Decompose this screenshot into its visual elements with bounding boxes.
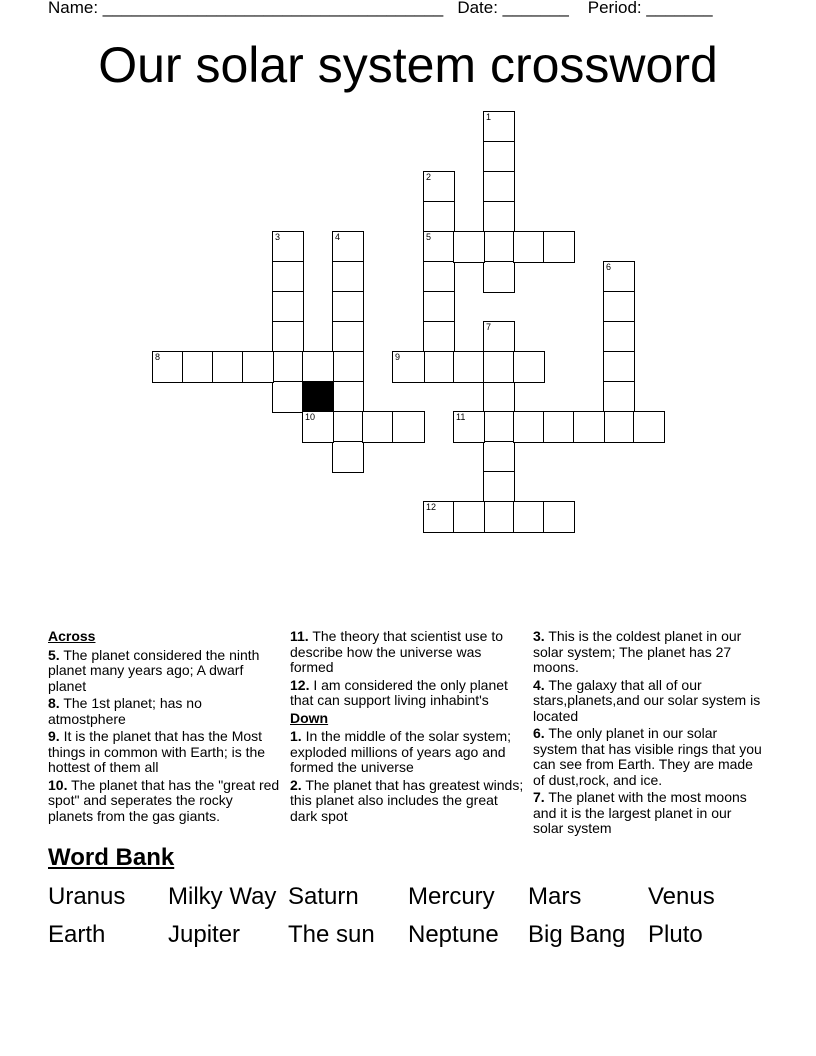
clue-across-5: 5. The planet considered the ninth planet many years ago; A dwarf planet [48, 646, 260, 694]
word-bank-word: Jupiter [168, 921, 241, 948]
crossword-cell[interactable] [423, 291, 455, 323]
crossword-cell[interactable] [272, 321, 304, 353]
word-bank-word: Uranus [48, 883, 126, 910]
clue-down-7: 7. The planet with the most moons and it is the largest planet in our solar system [533, 789, 747, 836]
crossword-cell[interactable] [483, 231, 515, 263]
crossword-cell[interactable] [603, 291, 635, 323]
word-bank-word: The sun [288, 921, 375, 948]
word-bank-word: Mars [528, 883, 582, 910]
clue-across-10: 10. The planet that has the "great red spot" and seperates the rocky planets from the gas giants. [48, 776, 280, 824]
crossword-cell[interactable] [483, 321, 515, 353]
word-bank-title: Word Bank [48, 844, 175, 871]
clues-column-3 [533, 629, 765, 839]
crossword-cell[interactable] [543, 501, 575, 533]
crossword-cell[interactable] [272, 351, 304, 383]
crossword-cell[interactable] [483, 441, 515, 473]
crossword-cell[interactable] [603, 351, 635, 383]
clue-number: 8 [155, 352, 161, 362]
crossword-cell[interactable] [272, 291, 304, 323]
clue-number: 12 [426, 502, 437, 512]
down-heading: Down [290, 709, 329, 726]
clue-number: 11 [456, 412, 466, 422]
crossword-cell[interactable] [272, 231, 304, 263]
crossword-cell[interactable] [392, 411, 425, 443]
clue-across-12: 12. I am considered the only planet that can support living inhabint's [290, 676, 508, 708]
crossword-cell[interactable] [483, 201, 515, 233]
crossword-cell[interactable] [513, 501, 545, 533]
crossword-cell[interactable] [302, 351, 334, 383]
crossword-cell[interactable] [362, 411, 394, 443]
blocked-cell [302, 381, 334, 413]
crossword-cell[interactable] [332, 441, 364, 473]
clue-number: 10 [305, 412, 316, 422]
crossword-cell[interactable] [423, 201, 455, 233]
crossword-cell[interactable] [603, 321, 635, 353]
crossword-cell[interactable] [603, 261, 635, 293]
word-bank-word: Mercury [408, 883, 495, 910]
clue-number: 9 [395, 352, 401, 362]
clue-number: 3 [275, 232, 281, 242]
crossword-cell[interactable] [483, 141, 515, 173]
crossword-cell[interactable] [603, 411, 635, 443]
crossword-cell[interactable] [302, 411, 334, 443]
crossword-cell[interactable] [332, 231, 364, 263]
crossword-cell[interactable] [423, 321, 455, 353]
word-bank-word: Neptune [408, 921, 499, 948]
clue-across-8: 8. The 1st planet; has no atmostphere [48, 695, 202, 727]
across-heading: Across [48, 628, 96, 644]
crossword-cell[interactable] [483, 261, 515, 293]
crossword-cell[interactable] [543, 231, 575, 263]
crossword-cell[interactable] [483, 471, 515, 503]
clue-number: 7 [486, 322, 492, 332]
crossword-cell[interactable] [483, 411, 515, 443]
crossword-cell[interactable] [332, 321, 364, 353]
word-bank-word: Milky Way [168, 883, 277, 910]
crossword-cell[interactable] [453, 411, 485, 443]
crossword-cell[interactable] [423, 171, 455, 203]
crossword-cell[interactable] [392, 351, 425, 383]
word-bank-word: Pluto [648, 921, 703, 948]
crossword-cell[interactable] [453, 231, 485, 263]
crossword-cell[interactable] [603, 381, 635, 413]
crossword-cell[interactable] [483, 501, 515, 533]
crossword-cell[interactable] [423, 231, 455, 263]
crossword-cell[interactable] [513, 231, 545, 263]
crossword-cell[interactable] [633, 411, 665, 443]
clue-down-2: 2. The planet that has greatest winds; this planet also includes the great dark spot [290, 776, 524, 824]
crossword-cell[interactable] [483, 111, 515, 143]
clue-number: 1 [486, 112, 492, 122]
student-info-line: Name: ____________________________________ Date: _______ Period: _______ [48, 0, 713, 17]
crossword-cell[interactable] [242, 351, 274, 383]
crossword-cell[interactable] [332, 351, 364, 383]
clue-across-9: 9. It is the planet that has the Most things in common with Earth; is the hottest of them all [48, 728, 266, 775]
clues-column-2 [290, 629, 524, 826]
crossword-cell[interactable] [152, 351, 184, 383]
crossword-cell[interactable] [332, 291, 364, 323]
clue-across-11: 11. The theory that scientist use to describe how the universe was formed [290, 628, 503, 675]
word-bank-word: Big Bang [528, 921, 626, 948]
crossword-cell[interactable] [423, 501, 455, 533]
crossword-cell[interactable] [483, 171, 515, 203]
crossword-cell[interactable] [483, 381, 515, 413]
clue-number: 4 [335, 232, 341, 242]
clue-number: 6 [606, 262, 612, 272]
crossword-cell[interactable] [272, 381, 304, 413]
crossword-cell[interactable] [453, 501, 485, 533]
word-bank-word: Saturn [288, 883, 359, 910]
word-bank-word: Earth [48, 921, 106, 948]
crossword-cell[interactable] [483, 351, 515, 383]
crossword-cell[interactable] [513, 351, 545, 383]
clue-down-1: 1. In the middle of the solar system; exploded millions of years ago and formed the universe [290, 728, 512, 775]
clue-down-4: 4. The galaxy that all of our stars,planets,and our solar system is located [533, 676, 761, 724]
crossword-cell[interactable] [332, 261, 364, 293]
crossword-cell[interactable] [212, 351, 244, 383]
crossword-cell[interactable] [513, 411, 545, 443]
crossword-cell[interactable] [453, 351, 485, 383]
crossword-cell[interactable] [272, 261, 304, 293]
clues-column-1 [48, 629, 280, 826]
clue-number: 5 [426, 232, 432, 242]
crossword-cell[interactable] [573, 411, 605, 443]
crossword-cell[interactable] [332, 381, 364, 413]
crossword-cell[interactable] [543, 411, 575, 443]
clue-down-6: 6. The only planet in our solar system that has visible rings that you can see from Earth. They are made of dust,rock, and ice. [533, 725, 762, 788]
word-bank-word: Venus [648, 883, 715, 910]
crossword-cell[interactable] [423, 351, 455, 383]
crossword-cell[interactable] [182, 351, 214, 383]
crossword-cell[interactable] [423, 261, 455, 293]
clue-down-3: 3. This is the coldest planet in our solar system; The planet has 27 moons. [533, 628, 742, 675]
crossword-cell[interactable] [332, 411, 364, 443]
clue-number: 2 [426, 172, 432, 182]
page-title: Our solar system crossword [98, 37, 718, 93]
